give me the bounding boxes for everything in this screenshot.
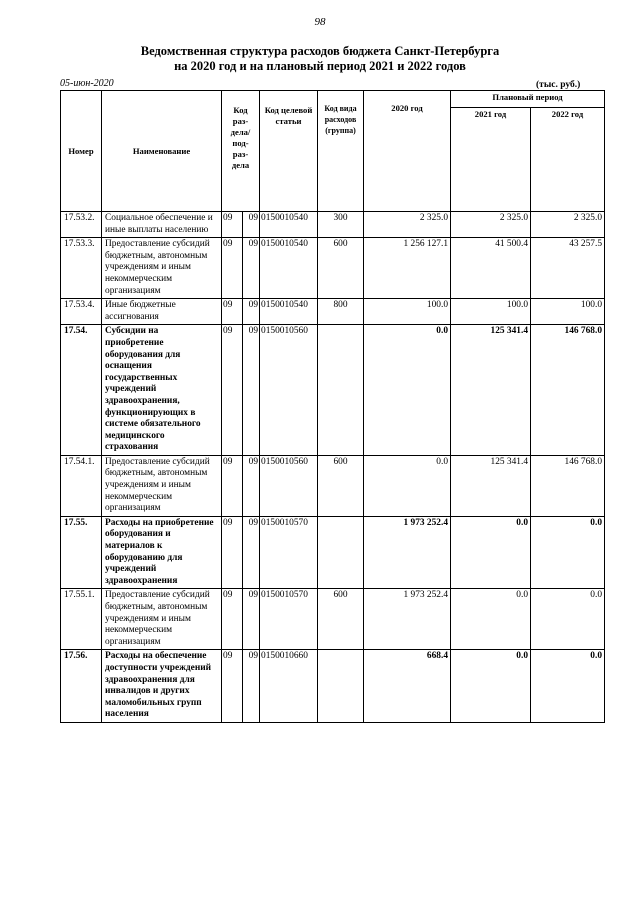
row-name: Социальное обеспечение и иные выплаты населению bbox=[102, 212, 222, 238]
row-value-2020: 1 973 252.4 bbox=[364, 516, 451, 589]
row-target-code: 0150010560 bbox=[260, 455, 318, 516]
row-name: Предоставление субсидий бюджетным, автономным учреждениям и иным некоммерческим организациям bbox=[102, 589, 222, 650]
title-line-1: Ведомственная структура расходов бюджета Санкт-Петербурга bbox=[140, 44, 500, 58]
row-value-2022: 100.0 bbox=[531, 299, 605, 325]
row-number: 17.53.4. bbox=[61, 299, 102, 325]
table-row bbox=[61, 516, 605, 589]
table-row bbox=[61, 589, 605, 650]
row-name: Предоставление субсидий бюджетным, автономным учреждениям и иным некоммерческим организациям bbox=[102, 238, 222, 299]
row-value-2020: 0.0 bbox=[364, 455, 451, 516]
row-expense-type: 600 bbox=[318, 238, 364, 299]
row-section: 09 bbox=[222, 325, 243, 456]
row-subsection: 09 bbox=[243, 299, 260, 325]
row-number: 17.54.1. bbox=[61, 455, 102, 516]
row-value-2022: 43 257.5 bbox=[531, 238, 605, 299]
table-row bbox=[61, 238, 605, 299]
row-value-2021: 125 341.4 bbox=[451, 455, 531, 516]
row-number: 17.55.1. bbox=[61, 589, 102, 650]
row-section: 09 bbox=[222, 212, 243, 238]
row-value-2021: 41 500.4 bbox=[451, 238, 531, 299]
row-value-2021: 0.0 bbox=[451, 589, 531, 650]
units-label: (тыс. руб.) bbox=[536, 80, 581, 90]
row-subsection: 09 bbox=[243, 212, 260, 238]
header-name: Наименование bbox=[102, 91, 222, 212]
row-target-code: 0150010560 bbox=[260, 325, 318, 456]
title-line-2: на 2020 год и на плановый период 2021 и 2022 годов bbox=[174, 59, 466, 73]
row-value-2021: 125 341.4 bbox=[451, 325, 531, 456]
row-expense-type: 600 bbox=[318, 455, 364, 516]
header-target: Код целевой статьи bbox=[260, 91, 318, 212]
row-section: 09 bbox=[222, 516, 243, 589]
header-2022: 2022 год bbox=[531, 108, 605, 212]
row-value-2021: 100.0 bbox=[451, 299, 531, 325]
row-value-2020: 1 973 252.4 bbox=[364, 589, 451, 650]
row-expense-type: 800 bbox=[318, 299, 364, 325]
header-planned-period: Плановый период bbox=[451, 91, 605, 108]
row-expense-type bbox=[318, 325, 364, 456]
row-subsection: 09 bbox=[243, 516, 260, 589]
row-target-code: 0150010570 bbox=[260, 589, 318, 650]
row-subsection: 09 bbox=[243, 455, 260, 516]
row-value-2021: 0.0 bbox=[451, 650, 531, 723]
row-value-2022: 0.0 bbox=[531, 516, 605, 589]
row-subsection: 09 bbox=[243, 238, 260, 299]
table-row bbox=[61, 650, 605, 723]
header-expense-type: Код вида расходов (группа) bbox=[318, 91, 364, 212]
row-section: 09 bbox=[222, 299, 243, 325]
header-section: Код раз-дела/ под-раз-дела bbox=[222, 91, 260, 212]
table-row bbox=[61, 455, 605, 516]
row-expense-type: 600 bbox=[318, 589, 364, 650]
row-value-2022: 146 768.0 bbox=[531, 325, 605, 456]
row-expense-type: 300 bbox=[318, 212, 364, 238]
header-number: Номер bbox=[61, 91, 102, 212]
row-name: Иные бюджетные ассигнования bbox=[102, 299, 222, 325]
row-subsection: 09 bbox=[243, 589, 260, 650]
page-number: 98 bbox=[314, 16, 326, 28]
row-section: 09 bbox=[222, 650, 243, 723]
row-value-2020: 2 325.0 bbox=[364, 212, 451, 238]
row-number: 17.56. bbox=[61, 650, 102, 723]
header-2021: 2021 год bbox=[451, 108, 531, 212]
document-title bbox=[0, 44, 640, 74]
budget-table bbox=[60, 90, 605, 723]
row-expense-type bbox=[318, 650, 364, 723]
table-row bbox=[61, 299, 605, 325]
row-value-2020: 1 256 127.1 bbox=[364, 238, 451, 299]
row-section: 09 bbox=[222, 238, 243, 299]
row-target-code: 0150010570 bbox=[260, 516, 318, 589]
row-number: 17.55. bbox=[61, 516, 102, 589]
row-name: Субсидии на приобретение оборудования для оснащения государственных учреждений здравоохранения, функционирующих в системе обязательного медицинского страхования bbox=[102, 325, 222, 456]
row-number: 17.53.3. bbox=[61, 238, 102, 299]
row-value-2021: 0.0 bbox=[451, 516, 531, 589]
row-section: 09 bbox=[222, 589, 243, 650]
header-2020: 2020 год bbox=[364, 91, 451, 212]
row-name: Расходы на обеспечение доступности учреждений здравоохранения для инвалидов и других маломобильных групп населения bbox=[102, 650, 222, 723]
row-number: 17.54. bbox=[61, 325, 102, 456]
row-name: Предоставление субсидий бюджетным, автономным учреждениям и иным некоммерческим организациям bbox=[102, 455, 222, 516]
row-expense-type bbox=[318, 516, 364, 589]
row-value-2021: 2 325.0 bbox=[451, 212, 531, 238]
row-value-2022: 0.0 bbox=[531, 650, 605, 723]
row-value-2022: 2 325.0 bbox=[531, 212, 605, 238]
table-row bbox=[61, 212, 605, 238]
document-date: 05-июн-2020 bbox=[60, 78, 114, 89]
row-number: 17.53.2. bbox=[61, 212, 102, 238]
row-value-2022: 146 768.0 bbox=[531, 455, 605, 516]
row-target-code: 0150010660 bbox=[260, 650, 318, 723]
row-value-2020: 100.0 bbox=[364, 299, 451, 325]
row-section: 09 bbox=[222, 455, 243, 516]
row-value-2020: 668.4 bbox=[364, 650, 451, 723]
row-value-2020: 0.0 bbox=[364, 325, 451, 456]
row-subsection: 09 bbox=[243, 325, 260, 456]
row-target-code: 0150010540 bbox=[260, 212, 318, 238]
row-name: Расходы на приобретение оборудования и материалов к оборудованию для учреждений здравоохранения bbox=[102, 516, 222, 589]
row-value-2022: 0.0 bbox=[531, 589, 605, 650]
row-subsection: 09 bbox=[243, 650, 260, 723]
table-row bbox=[61, 325, 605, 456]
row-target-code: 0150010540 bbox=[260, 238, 318, 299]
row-target-code: 0150010540 bbox=[260, 299, 318, 325]
